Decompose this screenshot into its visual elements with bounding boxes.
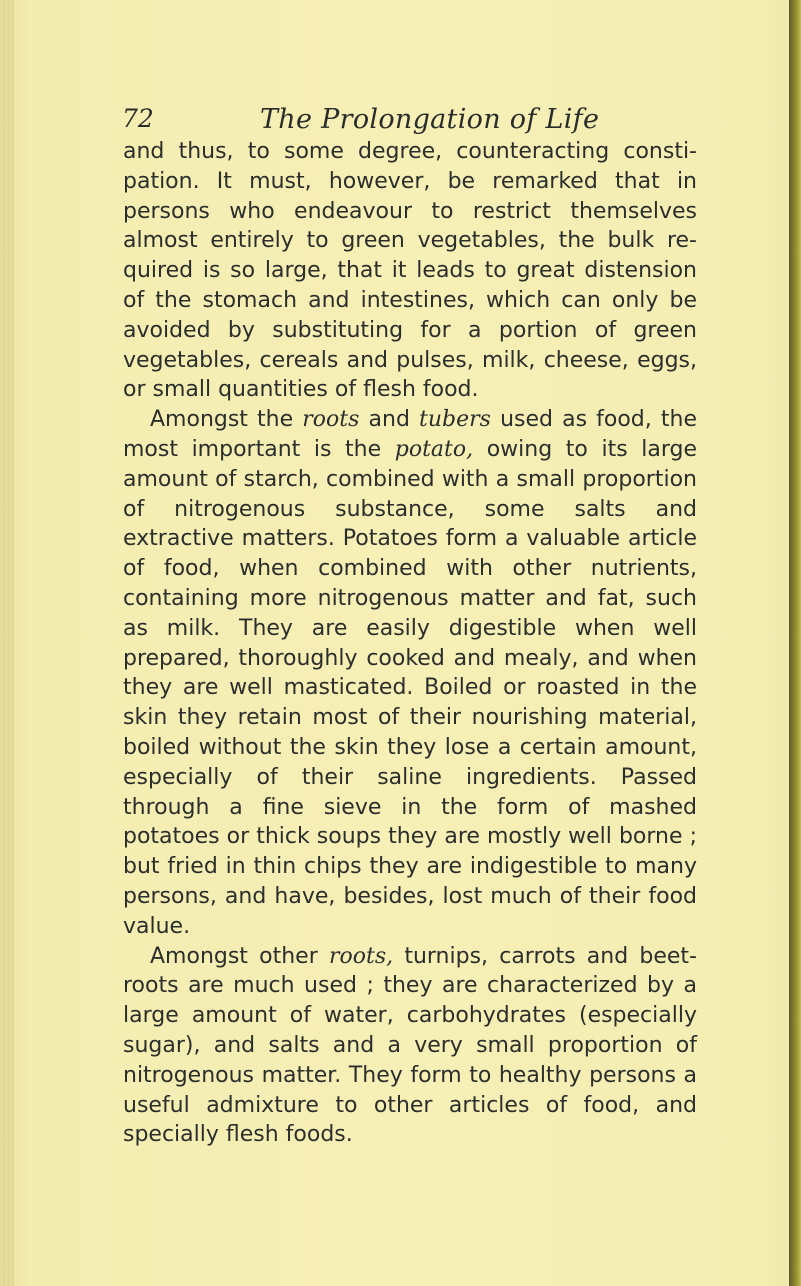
paragraph-2-text: used as food, the most important is the bbox=[123, 407, 697, 462]
page-number: 72 bbox=[122, 104, 154, 133]
emphasis-tubers: tubers bbox=[419, 407, 491, 433]
paragraph-2-text: Amongst the bbox=[150, 407, 303, 433]
page-right-edge bbox=[789, 0, 801, 1286]
body-text bbox=[123, 137, 697, 1150]
emphasis-roots: roots bbox=[302, 407, 360, 433]
emphasis-potato: potato, bbox=[394, 436, 474, 462]
paragraph-3-text: Amongst other bbox=[150, 943, 329, 969]
paragraph-2-text: and bbox=[359, 407, 420, 433]
paragraph-1: and thus, to some degree, counteracting consti-pation. It must, however, be remarked that in persons who endeavour to restrict themselves almost entirely to green vegetables, the bulk re-quired is so large, that it leads to great distension of the stomach and intestines, which can only be avoided by substituting for a portion of green vegetables, cereals and pulses, milk, cheese, eggs, or small quantities of flesh food. bbox=[123, 139, 697, 403]
emphasis-roots: roots, bbox=[328, 943, 394, 969]
running-title: The Prolongation of Life bbox=[260, 104, 600, 135]
running-header bbox=[122, 100, 696, 140]
page-gutter-edge bbox=[0, 0, 14, 1286]
paragraph-3 bbox=[123, 942, 697, 1151]
paragraph-2-text: owing to its large amount of starch, combined with a small proportion of nitrogenous substance, some salts and extractive matters. Potatoes form a valuable article of food, when combined with other nutrients, containing more nitrogenous matter and fat, such as milk. They are easily digestible when well prepared, thoroughly cooked and mealy, and when they are well masticated. Boiled or roasted in the skin they retain most of their nourishing material, boiled without the skin they lose a certain amount, especially of their saline ingredients. Passed through a fine sieve in the form of mashed potatoes or thick soups they are mostly well borne ; but fried in thin chips they are indigestible to many persons, and have, besides, lost much of their food value. bbox=[123, 436, 697, 939]
paragraph-2 bbox=[123, 405, 697, 941]
paragraph-3-text: turnips, carrots and beet-roots are much used ; they are characterized by a large amount of water, carbohydrates (especially sugar), and salts and a very small proportion of nitrogenous matter. They form to healthy persons a useful admixture to other articles of food, and specially flesh foods. bbox=[123, 943, 697, 1148]
